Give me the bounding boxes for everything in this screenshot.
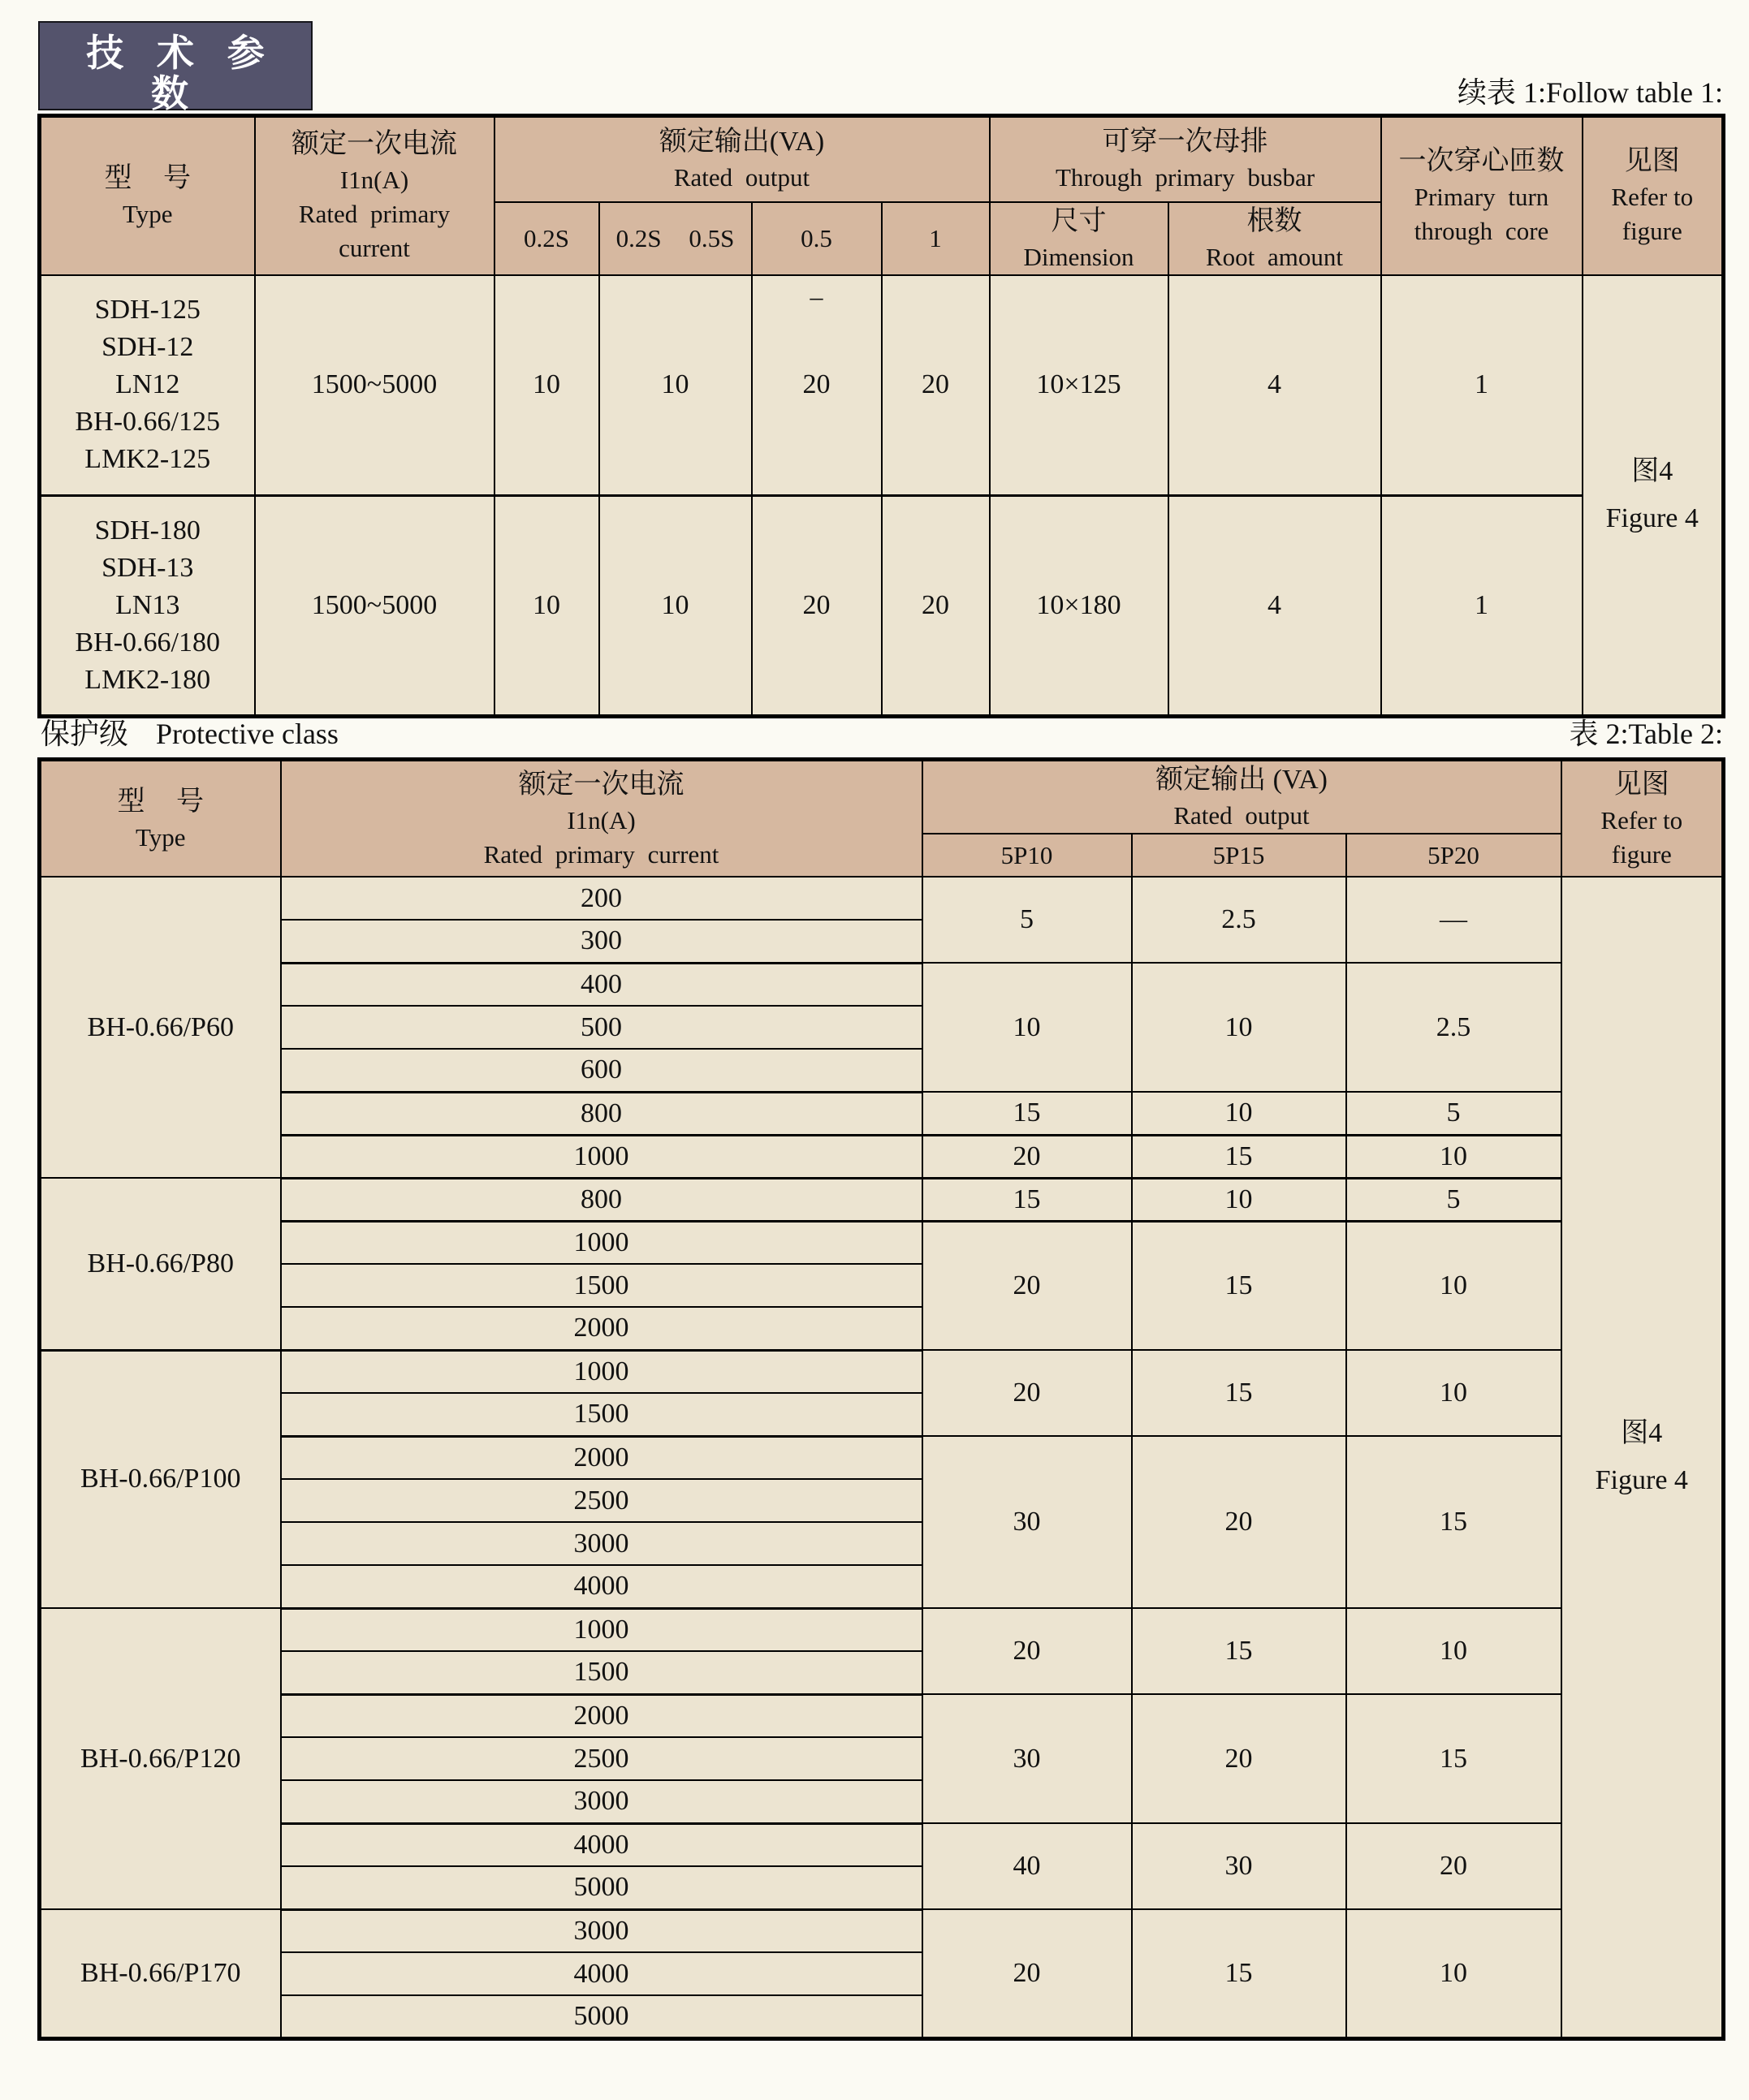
header-label-en: Rated primary	[298, 200, 451, 229]
t1-out-05-cell: 20	[752, 496, 882, 717]
t1-header-type	[40, 116, 255, 275]
t1-out-1-cell: 20	[882, 496, 990, 717]
header-label-cn: 见图	[1613, 769, 1669, 800]
t2-header-rated-primary-current	[281, 760, 922, 878]
table-row	[40, 1909, 1724, 1952]
t2-5p20-cell: 10	[1346, 1135, 1561, 1178]
t2-5p10-cell: 20	[922, 1135, 1132, 1178]
t2-5p10-cell: 15	[922, 1178, 1132, 1221]
t2-type-cell: BH-0.66/P60	[40, 877, 281, 1178]
t2-current-cell: 2500	[281, 1479, 922, 1522]
header-label-cn: 额定一次电流	[292, 129, 457, 160]
t1-header-acc-1: 1	[882, 202, 990, 275]
protective-class-en: Protective class	[156, 718, 339, 750]
dash-mark: –	[810, 281, 823, 311]
t2-5p10-cell: 40	[922, 1823, 1132, 1909]
header-label-cn: 型 号	[104, 163, 191, 194]
t2-type-cell: BH-0.66/P80	[40, 1178, 281, 1350]
t2-header-5p15: 5P15	[1132, 834, 1346, 877]
table-row	[40, 877, 1724, 920]
t2-header-type	[40, 760, 281, 878]
table-row	[40, 1092, 1724, 1135]
t2-current-cell: 600	[281, 1049, 922, 1092]
table-row	[40, 1350, 1724, 1393]
table-row	[40, 1135, 1724, 1178]
header-label-cn: 根数	[1246, 205, 1302, 236]
t1-type-cell: SDH-180 SDH-13 LN13 BH-0.66/180 LMK2-180	[40, 496, 255, 717]
t2-5p15-cell: 20	[1132, 1694, 1346, 1823]
t2-5p15-cell: 30	[1132, 1823, 1346, 1909]
t1-header-root-amount	[1168, 202, 1381, 275]
t2-current-cell: 800	[281, 1178, 922, 1221]
t1-out-02s-05s-cell: 10	[599, 496, 752, 717]
t2-current-cell: 2500	[281, 1737, 922, 1780]
header-label-en: Rated output	[1173, 801, 1310, 830]
technical-data-logo	[38, 21, 313, 114]
t1-header-primary-turns	[1381, 116, 1583, 275]
t1-figure-cell: 图4 Figure 4	[1583, 275, 1724, 717]
t2-current-cell: 400	[281, 963, 922, 1006]
t2-5p15-cell: 10	[1132, 963, 1346, 1092]
header-label-en: figure	[1622, 217, 1682, 246]
t2-current-cell: 1000	[281, 1350, 922, 1393]
header-label-en: through core	[1414, 217, 1549, 246]
t2-header-5p10: 5P10	[922, 834, 1132, 877]
t2-current-cell: 1500	[281, 1393, 922, 1436]
t2-current-cell: 800	[281, 1092, 922, 1135]
header-label-en: Rated primary current	[483, 839, 719, 869]
t1-out-05-cell: – 20	[752, 275, 882, 496]
header-label-cn: 额定输出 (VA)	[1155, 765, 1328, 795]
t1-type-cell: SDH-125 SDH-12 LN12 BH-0.66/125 LMK2-125	[40, 275, 255, 496]
t2-5p15-cell: 15	[1132, 1350, 1346, 1436]
t2-header-5p20: 5P20	[1346, 834, 1561, 877]
t2-current-cell: 5000	[281, 1995, 922, 2038]
t1-out-1-cell: 20	[882, 275, 990, 496]
t2-5p20-cell: 5	[1346, 1092, 1561, 1135]
t1-out-02s-05s-cell: 10	[599, 275, 752, 496]
t2-type-cell: BH-0.66/P100	[40, 1350, 281, 1608]
t1-root-amount-cell: 4	[1168, 275, 1381, 496]
header-label-en: Through primary busbar	[1055, 163, 1315, 192]
t2-5p20-cell: 20	[1346, 1823, 1561, 1909]
t2-5p10-cell: 15	[922, 1092, 1132, 1135]
logo-title-cn: 技 术 参 数	[86, 32, 276, 114]
t2-5p20-cell: 15	[1346, 1436, 1561, 1608]
header-label-en: Primary turn	[1414, 183, 1549, 212]
t2-5p10-cell: 10	[922, 963, 1132, 1092]
header-label-cn: 见图	[1624, 146, 1680, 177]
header-label-en: I1n(A)	[339, 166, 409, 195]
t2-5p10-cell: 20	[922, 1909, 1132, 2038]
t2-current-cell: 4000	[281, 1823, 922, 1866]
t2-current-cell: 4000	[281, 1952, 922, 1995]
t2-current-cell: 2000	[281, 1307, 922, 1350]
t2-figure-cell: 图4 Figure 4	[1561, 877, 1724, 2038]
t2-current-cell: 1000	[281, 1221, 922, 1264]
t2-current-cell: 1500	[281, 1264, 922, 1307]
header-label-en: Type	[135, 822, 186, 852]
header-label-cn: 型 号	[117, 786, 204, 817]
t2-5p10-cell: 5	[922, 877, 1132, 963]
t1-header-refer-to-figure	[1583, 116, 1724, 275]
table2-caption: 表 2:Table 2:	[1569, 718, 1723, 750]
table-row	[40, 1178, 1724, 1221]
t2-5p20-cell: 10	[1346, 1608, 1561, 1694]
header-label-cn: 一次穿心匝数	[1398, 146, 1565, 177]
header-label-cn: 可穿一次母排	[1102, 127, 1268, 157]
table-row	[40, 275, 1724, 496]
t2-5p15-cell: 10	[1132, 1178, 1346, 1221]
t1-root-amount-cell: 4	[1168, 496, 1381, 717]
t2-5p20-cell: —	[1346, 877, 1561, 963]
protective-class-cn: 保护级	[41, 718, 129, 750]
t2-type-cell: BH-0.66/P170	[40, 1909, 281, 2038]
t2-current-cell: 2000	[281, 1436, 922, 1479]
table-row	[40, 1436, 1724, 1479]
t2-current-cell: 200	[281, 877, 922, 920]
t1-header-dimension	[990, 202, 1168, 275]
header-label-en: Refer to	[1600, 805, 1683, 834]
t2-5p10-cell: 20	[922, 1350, 1132, 1436]
t1-out-02s-cell: 10	[494, 496, 599, 717]
table1-caption: 续表 1:Follow table 1:	[1458, 76, 1723, 109]
t2-5p15-cell: 2.5	[1132, 877, 1346, 963]
t2-5p20-cell: 10	[1346, 1909, 1561, 2038]
t2-current-cell: 300	[281, 920, 922, 963]
header-label-en: Root amount	[1205, 242, 1344, 271]
table-row	[40, 496, 1724, 717]
t2-5p20-cell: 10	[1346, 1221, 1561, 1350]
header-label-en: Dimension	[1023, 242, 1134, 271]
t2-5p20-cell: 2.5	[1346, 963, 1561, 1092]
t2-current-cell: 1500	[281, 1651, 922, 1694]
header-label-cn: 额定一次电流	[518, 769, 684, 800]
t1-turns-cell: 1	[1381, 496, 1583, 717]
header-label-en: figure	[1611, 839, 1672, 869]
t2-type-cell: BH-0.66/P120	[40, 1608, 281, 1909]
t2-current-cell: 5000	[281, 1866, 922, 1909]
t1-header-acc-02s-05s: 0.2S 0.5S	[599, 202, 752, 275]
header-label-cn: 尺寸	[1051, 205, 1107, 236]
t2-5p15-cell: 15	[1132, 1221, 1346, 1350]
t2-5p20-cell: 10	[1346, 1350, 1561, 1436]
table-row	[40, 1823, 1724, 1866]
protective-class-label	[41, 711, 339, 752]
t2-5p10-cell: 30	[922, 1694, 1132, 1823]
header-label-en: Rated output	[673, 163, 810, 192]
t2-5p15-cell: 10	[1132, 1092, 1346, 1135]
header-label-en: I1n(A)	[567, 805, 636, 834]
t2-5p10-cell: 20	[922, 1221, 1132, 1350]
t2-current-cell: 3000	[281, 1522, 922, 1565]
t2-current-cell: 1000	[281, 1608, 922, 1651]
t2-current-cell: 3000	[281, 1909, 922, 1952]
t2-5p10-cell: 20	[922, 1608, 1132, 1694]
t2-5p15-cell: 20	[1132, 1436, 1346, 1608]
t2-5p10-cell: 30	[922, 1436, 1132, 1608]
header-label-cn: 额定输出(VA)	[659, 127, 825, 157]
header-label-en: Type	[122, 200, 173, 229]
t2-current-cell: 2000	[281, 1694, 922, 1737]
table-1	[37, 114, 1725, 718]
t2-5p20-cell: 15	[1346, 1694, 1561, 1823]
t2-5p15-cell: 15	[1132, 1909, 1346, 2038]
t2-5p15-cell: 15	[1132, 1135, 1346, 1178]
t2-header-refer-to-figure	[1561, 760, 1724, 878]
table-row	[40, 1694, 1724, 1737]
t1-header-rated-primary-current	[255, 116, 494, 275]
t1-header-acc-02s: 0.2S	[494, 202, 599, 275]
t2-current-cell: 1000	[281, 1135, 922, 1178]
t2-5p15-cell: 15	[1132, 1608, 1346, 1694]
t1-turns-cell: 1	[1381, 275, 1583, 496]
t2-5p20-cell: 5	[1346, 1178, 1561, 1221]
t1-header-through-primary-busbar	[990, 116, 1381, 202]
t1-current-cell: 1500~5000	[255, 275, 494, 496]
t1-out-02s-cell: 10	[494, 275, 599, 496]
table-row	[40, 963, 1724, 1006]
header-label-en: current	[339, 234, 410, 263]
t1-dimension-cell: 10×180	[990, 496, 1168, 717]
t1-header-rated-output	[494, 116, 990, 202]
table-2	[37, 757, 1725, 2041]
t2-current-cell: 4000	[281, 1565, 922, 1608]
t2-current-cell: 500	[281, 1006, 922, 1049]
header-label-en: Refer to	[1611, 183, 1694, 212]
t1-dimension-cell: 10×125	[990, 275, 1168, 496]
table-row	[40, 1608, 1724, 1651]
t1-header-acc-05: 0.5	[752, 202, 882, 275]
t1-current-cell: 1500~5000	[255, 496, 494, 717]
table-row	[40, 1221, 1724, 1264]
t2-header-rated-output	[922, 760, 1561, 834]
t2-current-cell: 3000	[281, 1780, 922, 1823]
